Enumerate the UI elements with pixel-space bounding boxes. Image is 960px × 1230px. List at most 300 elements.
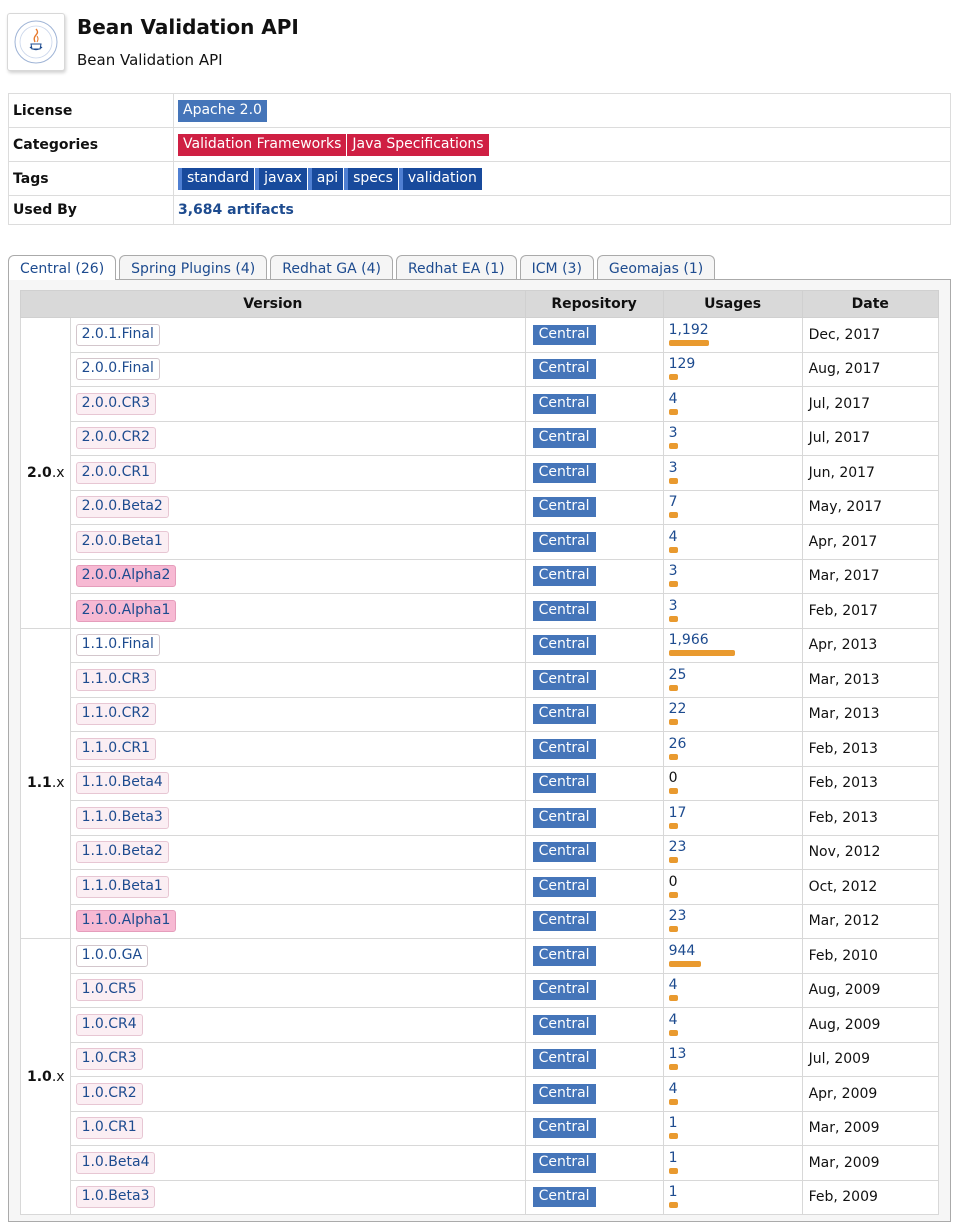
usages-bar bbox=[669, 961, 701, 967]
repository-badge[interactable]: Central bbox=[533, 566, 596, 586]
version-cell bbox=[70, 421, 525, 456]
column-header-usages[interactable]: Usages bbox=[663, 291, 802, 318]
usages-count-link[interactable]: 3 bbox=[668, 425, 678, 442]
repository-cell bbox=[525, 1077, 663, 1112]
repository-cell bbox=[525, 421, 663, 456]
version-row bbox=[21, 663, 939, 698]
repository-badge[interactable]: Central bbox=[533, 1084, 596, 1104]
repository-badge[interactable]: Central bbox=[533, 325, 596, 345]
column-header-version[interactable]: Version bbox=[21, 291, 526, 318]
version-group-cell bbox=[21, 939, 71, 1215]
version-row bbox=[21, 628, 939, 663]
tag-badge[interactable]: standard bbox=[178, 168, 254, 190]
repository-cell bbox=[525, 456, 663, 491]
tag-badge[interactable]: specs bbox=[344, 168, 398, 190]
version-link[interactable]: 1.1.0.Beta3 bbox=[76, 807, 169, 829]
column-header-date[interactable]: Date bbox=[802, 291, 938, 318]
usages-cell bbox=[663, 1146, 802, 1181]
usages-container bbox=[669, 699, 797, 729]
usages-bar bbox=[669, 1030, 678, 1036]
usages-count-link[interactable]: 7 bbox=[668, 494, 678, 511]
usages-bar bbox=[669, 1133, 678, 1139]
usages-container bbox=[669, 1113, 797, 1143]
usages-cell bbox=[663, 801, 802, 836]
used-by-value-cell bbox=[174, 196, 951, 225]
release-date: Mar, 2017 bbox=[802, 559, 938, 594]
repository-cell bbox=[525, 766, 663, 801]
usages-cell bbox=[663, 559, 802, 594]
usages-count-link[interactable]: 22 bbox=[668, 701, 687, 718]
version-link[interactable]: 1.0.CR5 bbox=[76, 979, 143, 1001]
repository-cell bbox=[525, 801, 663, 836]
repository-badge[interactable]: Central bbox=[533, 532, 596, 552]
usages-cell bbox=[663, 490, 802, 525]
version-link[interactable]: 1.1.0.CR2 bbox=[76, 703, 156, 725]
repository-badge[interactable]: Central bbox=[533, 911, 596, 931]
version-row bbox=[21, 835, 939, 870]
used-by-link[interactable]: 3,684 artifacts bbox=[178, 202, 294, 218]
version-row bbox=[21, 939, 939, 974]
repository-badge[interactable]: Central bbox=[533, 1118, 596, 1138]
usages-count-link[interactable]: 1,966 bbox=[668, 632, 709, 649]
used-by-label: Used By bbox=[9, 196, 174, 225]
license-label: License bbox=[9, 94, 174, 128]
version-group-suffix: .x bbox=[51, 775, 65, 792]
category-badge[interactable]: Java Specifications bbox=[347, 134, 488, 156]
usages-bar bbox=[669, 409, 678, 415]
version-link[interactable]: 2.0.0.Beta1 bbox=[76, 531, 169, 553]
usages-cell bbox=[663, 1042, 802, 1077]
repository-cell bbox=[525, 1008, 663, 1043]
usages-count-link[interactable]: 3 bbox=[668, 597, 678, 614]
version-link[interactable]: 1.0.CR2 bbox=[76, 1083, 143, 1105]
version-link[interactable]: 1.1.0.Beta4 bbox=[76, 772, 169, 794]
version-link[interactable]: 2.0.0.Beta2 bbox=[76, 496, 169, 518]
release-date: Oct, 2012 bbox=[802, 870, 938, 905]
column-header-repository[interactable]: Repository bbox=[525, 291, 663, 318]
release-date: Apr, 2013 bbox=[802, 628, 938, 663]
usages-bar bbox=[669, 443, 678, 449]
repository-cell bbox=[525, 732, 663, 767]
usages-bar bbox=[669, 478, 678, 484]
repository-badge[interactable]: Central bbox=[533, 497, 596, 517]
repository-cell bbox=[525, 352, 663, 387]
used-by-row bbox=[9, 196, 951, 225]
version-link[interactable]: 2.0.0.CR3 bbox=[76, 393, 156, 415]
version-cell bbox=[70, 939, 525, 974]
version-cell bbox=[70, 628, 525, 663]
version-group-major: 2.0 bbox=[27, 464, 52, 481]
repository-cell bbox=[525, 835, 663, 870]
tags-value-cell bbox=[174, 162, 951, 196]
usages-bar bbox=[669, 581, 678, 587]
usages-cell bbox=[663, 1077, 802, 1112]
repository-cell bbox=[525, 525, 663, 560]
usages-count-link[interactable]: 17 bbox=[668, 804, 687, 821]
usages-count-link[interactable]: 1,192 bbox=[668, 321, 709, 338]
version-group-major: 1.1 bbox=[27, 775, 52, 792]
repository-cell bbox=[525, 628, 663, 663]
version-link[interactable]: 2.0.0.Alpha1 bbox=[76, 600, 177, 622]
release-date: May, 2017 bbox=[802, 490, 938, 525]
version-row bbox=[21, 766, 939, 801]
repository-cell bbox=[525, 594, 663, 629]
artifact-info-table bbox=[8, 93, 951, 225]
version-row bbox=[21, 870, 939, 905]
repository-cell bbox=[525, 1146, 663, 1181]
version-cell bbox=[70, 1077, 525, 1112]
usages-count-link[interactable]: 23 bbox=[668, 908, 687, 925]
version-row bbox=[21, 904, 939, 939]
usages-cell bbox=[663, 594, 802, 629]
usages-cell bbox=[663, 663, 802, 698]
page-subtitle: Bean Validation API bbox=[77, 51, 223, 69]
repository-cell bbox=[525, 490, 663, 525]
usages-bar bbox=[669, 616, 678, 622]
version-cell bbox=[70, 1111, 525, 1146]
usages-container bbox=[669, 906, 797, 936]
version-row bbox=[21, 1146, 939, 1181]
usages-cell bbox=[663, 870, 802, 905]
tags-label: Tags bbox=[9, 162, 174, 196]
version-cell bbox=[70, 904, 525, 939]
repository-cell bbox=[525, 939, 663, 974]
version-link[interactable]: 1.1.0.Beta1 bbox=[76, 876, 169, 898]
repository-tab[interactable]: Central (26) bbox=[8, 255, 116, 280]
usages-count-link: 0 bbox=[668, 770, 678, 787]
usages-count-link[interactable]: 944 bbox=[668, 942, 696, 959]
usages-container bbox=[669, 423, 797, 453]
version-row bbox=[21, 732, 939, 767]
release-date: Nov, 2012 bbox=[802, 835, 938, 870]
usages-count-link[interactable]: 25 bbox=[668, 666, 687, 683]
repository-badge[interactable]: Central bbox=[533, 394, 596, 414]
repository-badge[interactable]: Central bbox=[533, 601, 596, 621]
release-date: Jul, 2009 bbox=[802, 1042, 938, 1077]
usages-bar bbox=[669, 823, 678, 829]
usages-count-link[interactable]: 3 bbox=[668, 459, 678, 476]
usages-bar bbox=[669, 995, 678, 1001]
repository-cell bbox=[525, 870, 663, 905]
repository-cell bbox=[525, 697, 663, 732]
usages-cell bbox=[663, 939, 802, 974]
version-row bbox=[21, 1077, 939, 1112]
release-date: Feb, 2010 bbox=[802, 939, 938, 974]
tag-badge[interactable]: validation bbox=[399, 168, 482, 190]
repository-badge[interactable]: Central bbox=[533, 635, 596, 655]
usages-bar bbox=[669, 685, 678, 691]
release-date: Jun, 2017 bbox=[802, 456, 938, 491]
categories-value-cell bbox=[174, 128, 951, 162]
release-date: Aug, 2009 bbox=[802, 973, 938, 1008]
usages-bar bbox=[669, 857, 678, 863]
repository-badge[interactable]: Central bbox=[533, 808, 596, 828]
version-link[interactable]: 2.0.0.Alpha2 bbox=[76, 565, 177, 587]
version-link[interactable]: 1.1.0.CR1 bbox=[76, 738, 156, 760]
version-cell bbox=[70, 732, 525, 767]
version-row bbox=[21, 421, 939, 456]
version-row bbox=[21, 525, 939, 560]
repository-tabs bbox=[8, 255, 718, 280]
versions-table-body bbox=[21, 318, 939, 1215]
version-row bbox=[21, 1008, 939, 1043]
release-date: Mar, 2012 bbox=[802, 904, 938, 939]
version-row bbox=[21, 352, 939, 387]
versions-table-header bbox=[21, 291, 939, 318]
release-date: Mar, 2009 bbox=[802, 1146, 938, 1181]
repository-badge[interactable]: Central bbox=[533, 670, 596, 690]
repository-tab[interactable]: Geomajas (1) bbox=[597, 255, 715, 280]
usages-count-link[interactable]: 1 bbox=[668, 1115, 678, 1132]
usages-container bbox=[669, 837, 797, 867]
version-cell bbox=[70, 490, 525, 525]
usages-container bbox=[669, 320, 797, 350]
repository-cell bbox=[525, 973, 663, 1008]
repository-badge[interactable]: Central bbox=[533, 1187, 596, 1207]
usages-cell bbox=[663, 697, 802, 732]
license-value-cell bbox=[174, 94, 951, 128]
versions-table bbox=[20, 290, 939, 1215]
usages-container bbox=[669, 527, 797, 557]
version-group-cell bbox=[21, 628, 71, 939]
version-link[interactable]: 1.0.Beta3 bbox=[76, 1186, 156, 1208]
version-row bbox=[21, 697, 939, 732]
release-date: Apr, 2017 bbox=[802, 525, 938, 560]
release-date: Feb, 2013 bbox=[802, 801, 938, 836]
release-date: Jul, 2017 bbox=[802, 421, 938, 456]
usages-container bbox=[669, 354, 797, 384]
version-link[interactable]: 1.0.0.GA bbox=[76, 945, 149, 967]
release-date: Jul, 2017 bbox=[802, 387, 938, 422]
version-cell bbox=[70, 387, 525, 422]
version-group-suffix: .x bbox=[51, 464, 65, 481]
usages-count-link[interactable]: 4 bbox=[668, 1080, 678, 1097]
usages-count-link[interactable]: 4 bbox=[668, 390, 678, 407]
usages-container bbox=[669, 1010, 797, 1040]
usages-container bbox=[669, 389, 797, 419]
usages-cell bbox=[663, 421, 802, 456]
release-date: Feb, 2009 bbox=[802, 1180, 938, 1215]
usages-bar bbox=[669, 1202, 678, 1208]
usages-cell bbox=[663, 318, 802, 353]
usages-cell bbox=[663, 387, 802, 422]
usages-container bbox=[669, 1148, 797, 1178]
usages-cell bbox=[663, 973, 802, 1008]
repository-badge[interactable]: Central bbox=[533, 1153, 596, 1173]
repository-badge[interactable]: Central bbox=[533, 1049, 596, 1069]
repository-badge[interactable]: Central bbox=[533, 359, 596, 379]
repository-badge[interactable]: Central bbox=[533, 463, 596, 483]
usages-container bbox=[669, 596, 797, 626]
version-row bbox=[21, 973, 939, 1008]
usages-bar bbox=[669, 1099, 678, 1105]
usages-bar bbox=[669, 340, 709, 346]
repository-cell bbox=[525, 387, 663, 422]
usages-bar bbox=[669, 1064, 678, 1070]
usages-cell bbox=[663, 456, 802, 491]
license-badge[interactable]: Apache 2.0 bbox=[178, 100, 267, 122]
repository-cell bbox=[525, 559, 663, 594]
usages-container bbox=[669, 458, 797, 488]
version-link[interactable]: 1.1.0.CR3 bbox=[76, 669, 156, 691]
tag-badge[interactable]: api bbox=[308, 168, 343, 190]
version-link[interactable]: 1.0.CR3 bbox=[76, 1048, 143, 1070]
version-row bbox=[21, 801, 939, 836]
version-row bbox=[21, 559, 939, 594]
usages-cell bbox=[663, 1111, 802, 1146]
usages-count-link[interactable]: 1 bbox=[668, 1184, 678, 1201]
usages-cell bbox=[663, 1180, 802, 1215]
usages-bar bbox=[669, 719, 678, 725]
version-row bbox=[21, 387, 939, 422]
version-cell bbox=[70, 973, 525, 1008]
version-cell bbox=[70, 835, 525, 870]
repository-cell bbox=[525, 663, 663, 698]
version-link[interactable]: 2.0.0.CR2 bbox=[76, 427, 156, 449]
usages-bar bbox=[669, 926, 678, 932]
repository-cell bbox=[525, 1111, 663, 1146]
usages-cell bbox=[663, 766, 802, 801]
usages-container bbox=[669, 1079, 797, 1109]
version-link[interactable]: 1.1.0.Beta2 bbox=[76, 841, 169, 863]
version-cell bbox=[70, 697, 525, 732]
usages-container bbox=[669, 1044, 797, 1074]
repository-badge[interactable]: Central bbox=[533, 428, 596, 448]
usages-count-link[interactable]: 4 bbox=[668, 1011, 678, 1028]
version-link[interactable]: 2.0.0.CR1 bbox=[76, 462, 156, 484]
usages-count-link[interactable]: 1 bbox=[668, 1149, 678, 1166]
version-cell bbox=[70, 1180, 525, 1215]
category-badge[interactable]: Validation Frameworks bbox=[178, 134, 346, 156]
usages-bar bbox=[669, 892, 678, 898]
version-group-suffix: .x bbox=[51, 1068, 65, 1085]
version-cell bbox=[70, 318, 525, 353]
java-community-process-logo-icon bbox=[7, 13, 65, 71]
release-date: Mar, 2013 bbox=[802, 663, 938, 698]
repository-badge[interactable]: Central bbox=[533, 842, 596, 862]
versions-panel bbox=[8, 279, 951, 1222]
usages-cell bbox=[663, 628, 802, 663]
repository-badge[interactable]: Central bbox=[533, 1015, 596, 1035]
repository-badge[interactable]: Central bbox=[533, 704, 596, 724]
repository-tab[interactable]: Spring Plugins (4) bbox=[119, 255, 267, 280]
usages-cell bbox=[663, 904, 802, 939]
usages-count-link[interactable]: 4 bbox=[668, 528, 678, 545]
usages-bar bbox=[669, 650, 735, 656]
release-date: Mar, 2009 bbox=[802, 1111, 938, 1146]
version-row bbox=[21, 318, 939, 353]
usages-bar bbox=[669, 374, 678, 380]
version-link[interactable]: 1.1.0.Final bbox=[76, 634, 160, 656]
usages-cell bbox=[663, 352, 802, 387]
usages-cell bbox=[663, 525, 802, 560]
artifact-header bbox=[7, 13, 947, 75]
release-date: Apr, 2009 bbox=[802, 1077, 938, 1112]
usages-cell bbox=[663, 1008, 802, 1043]
usages-count-link: 0 bbox=[668, 873, 678, 890]
usages-cell bbox=[663, 732, 802, 767]
usages-count-link[interactable]: 23 bbox=[668, 839, 687, 856]
release-date: Feb, 2013 bbox=[802, 732, 938, 767]
usages-container bbox=[669, 941, 797, 971]
usages-container bbox=[669, 492, 797, 522]
release-date: Aug, 2009 bbox=[802, 1008, 938, 1043]
usages-container bbox=[669, 768, 797, 798]
repository-badge[interactable]: Central bbox=[533, 739, 596, 759]
usages-container bbox=[669, 872, 797, 902]
version-row bbox=[21, 490, 939, 525]
usages-container bbox=[669, 803, 797, 833]
version-cell bbox=[70, 1008, 525, 1043]
version-cell bbox=[70, 1146, 525, 1181]
usages-container bbox=[669, 1182, 797, 1212]
version-cell bbox=[70, 766, 525, 801]
usages-container bbox=[669, 734, 797, 764]
version-link[interactable]: 1.0.Beta4 bbox=[76, 1152, 156, 1174]
tags-row bbox=[9, 162, 951, 196]
usages-count-link[interactable]: 129 bbox=[668, 356, 696, 373]
version-link[interactable]: 1.0.CR4 bbox=[76, 1014, 143, 1036]
usages-count-link[interactable]: 4 bbox=[668, 977, 678, 994]
version-link[interactable]: 1.0.CR1 bbox=[76, 1117, 143, 1139]
version-cell bbox=[70, 594, 525, 629]
usages-count-link[interactable]: 3 bbox=[668, 563, 678, 580]
usages-count-link[interactable]: 13 bbox=[668, 1046, 687, 1063]
version-row bbox=[21, 1111, 939, 1146]
usages-container bbox=[669, 630, 797, 660]
repository-badge[interactable]: Central bbox=[533, 980, 596, 1000]
usages-bar bbox=[669, 1168, 678, 1174]
repository-cell bbox=[525, 1042, 663, 1077]
tag-badge[interactable]: javax bbox=[255, 168, 307, 190]
version-cell bbox=[70, 456, 525, 491]
version-group-major: 1.0 bbox=[27, 1068, 52, 1085]
usages-cell bbox=[663, 835, 802, 870]
repository-cell bbox=[525, 1180, 663, 1215]
release-date: Feb, 2017 bbox=[802, 594, 938, 629]
page-title: Bean Validation API bbox=[77, 15, 299, 39]
version-cell bbox=[70, 559, 525, 594]
repository-tab[interactable]: Redhat EA (1) bbox=[396, 255, 517, 280]
version-cell bbox=[70, 870, 525, 905]
version-cell bbox=[70, 801, 525, 836]
version-link[interactable]: 2.0.1.Final bbox=[76, 324, 160, 346]
license-row bbox=[9, 94, 951, 128]
release-date: Feb, 2013 bbox=[802, 766, 938, 801]
usages-bar bbox=[669, 512, 678, 518]
release-date: Mar, 2013 bbox=[802, 697, 938, 732]
version-row bbox=[21, 1180, 939, 1215]
usages-count-link[interactable]: 26 bbox=[668, 735, 687, 752]
version-row bbox=[21, 456, 939, 491]
release-date: Dec, 2017 bbox=[802, 318, 938, 353]
usages-bar bbox=[669, 788, 678, 794]
usages-container bbox=[669, 665, 797, 695]
version-row bbox=[21, 594, 939, 629]
version-link[interactable]: 1.1.0.Alpha1 bbox=[76, 910, 177, 932]
categories-row bbox=[9, 128, 951, 162]
version-group-cell bbox=[21, 318, 71, 629]
repository-badge[interactable]: Central bbox=[533, 877, 596, 897]
version-cell bbox=[70, 352, 525, 387]
repository-tab[interactable]: Redhat GA (4) bbox=[270, 255, 393, 280]
repository-cell bbox=[525, 318, 663, 353]
version-cell bbox=[70, 1042, 525, 1077]
repository-tab[interactable]: ICM (3) bbox=[520, 255, 594, 280]
repository-badge[interactable]: Central bbox=[533, 773, 596, 793]
repository-badge[interactable]: Central bbox=[533, 946, 596, 966]
version-link[interactable]: 2.0.0.Final bbox=[76, 358, 160, 380]
